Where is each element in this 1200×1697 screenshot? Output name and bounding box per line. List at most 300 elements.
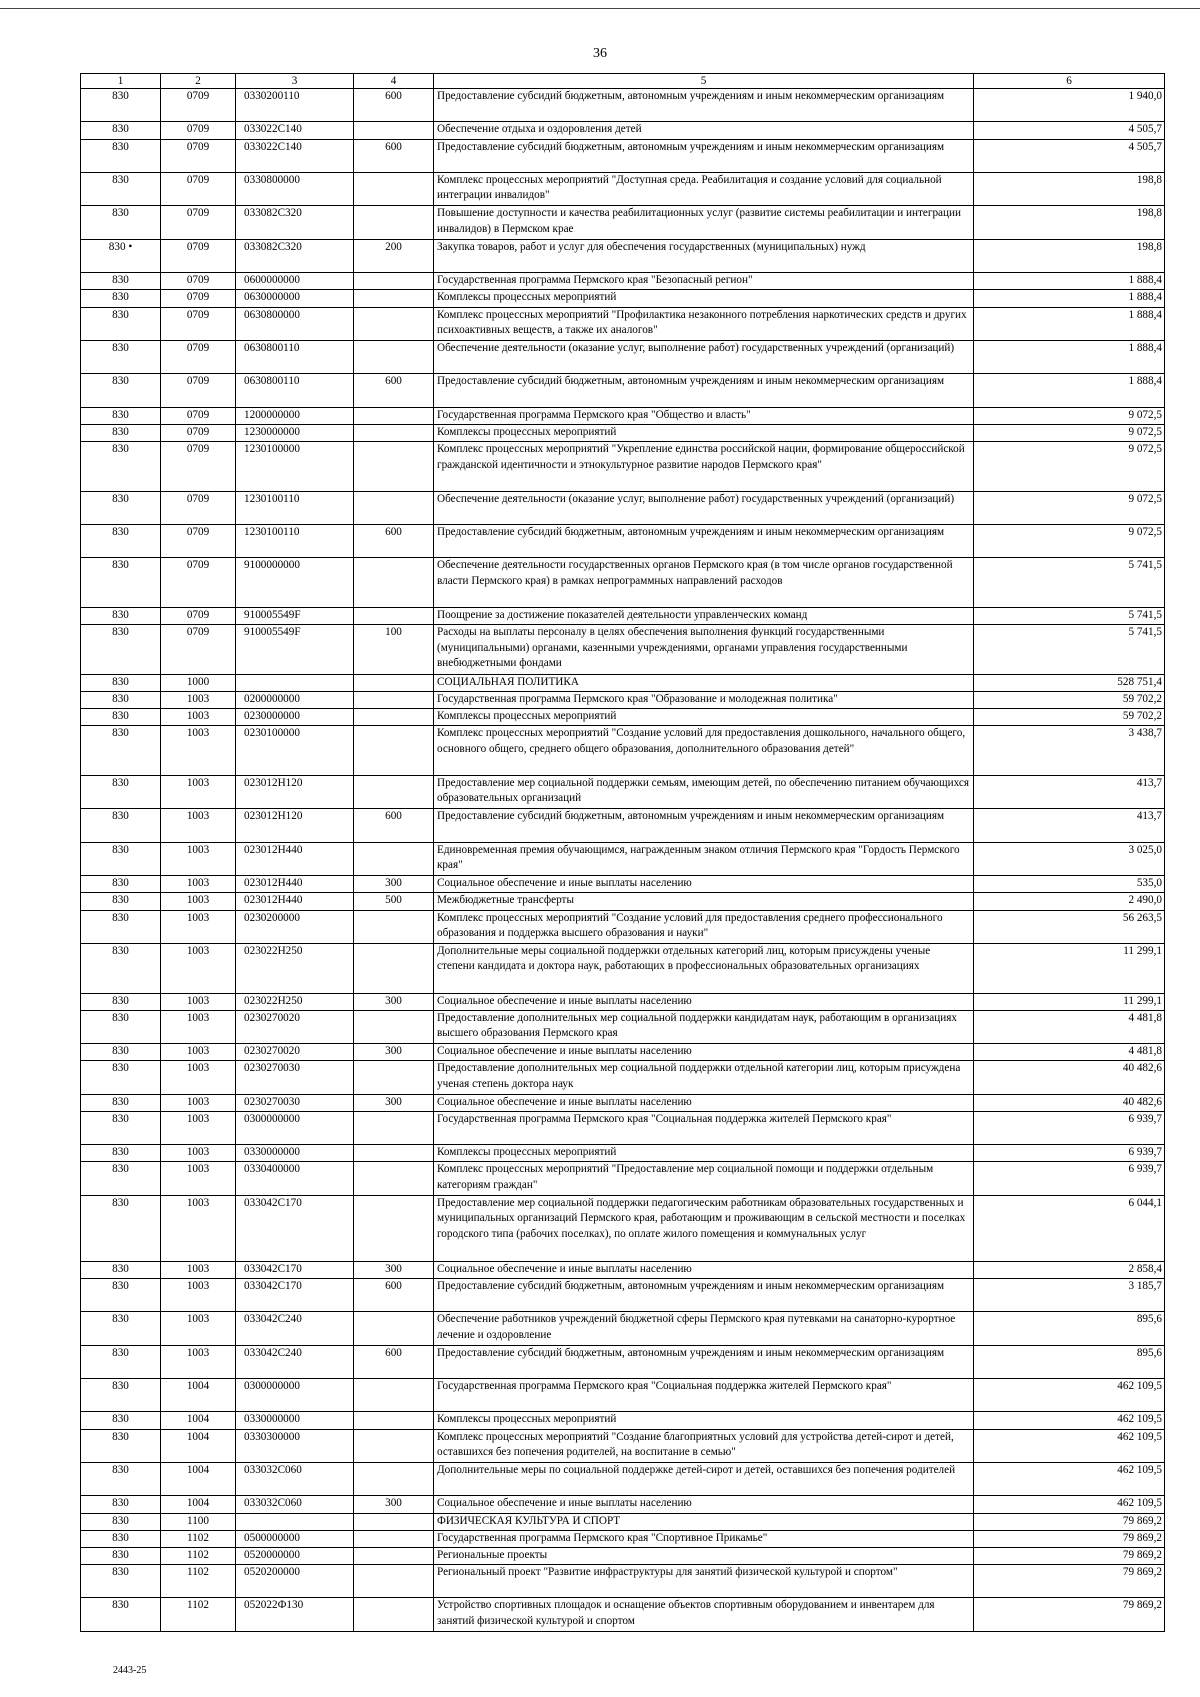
amount-cell: 462 109,5 [974,1462,1165,1495]
target-item-cell: 033032С060 [236,1496,354,1513]
item-name-cell: Закупка товаров, работ и услуг для обеспечения государственных (муниципальных) нужд [434,239,974,272]
table-row [81,809,1165,842]
section-code-cell: 1003 [161,1312,236,1345]
target-item-cell: 0630800110 [236,340,354,373]
table-row [81,625,1165,675]
item-name-cell: Комплексы процессных мероприятий [434,1412,974,1429]
amount-cell: 9 072,5 [974,407,1165,424]
ministry-code-cell: 830 [81,1094,161,1111]
column-header: 5 [434,74,974,89]
amount-cell: 6 044,1 [974,1195,1165,1261]
section-code-cell: 1003 [161,775,236,808]
table-row [81,1278,1165,1311]
section-code-cell: 0709 [161,340,236,373]
section-code-cell: 1100 [161,1513,236,1530]
target-item-cell: 9100000000 [236,558,354,608]
section-code-cell: 1000 [161,674,236,691]
amount-cell: 6 939,7 [974,1145,1165,1162]
ministry-code-cell: 830 [81,1598,161,1631]
target-item-cell: 033082С320 [236,239,354,272]
table-row [81,273,1165,290]
table-row [81,1412,1165,1429]
expense-type-cell: 600 [354,1278,434,1311]
table-row [81,1598,1165,1631]
amount-cell: 59 702,2 [974,709,1165,726]
table-row [81,910,1165,943]
expense-type-cell [354,491,434,524]
expense-type-cell: 300 [354,1094,434,1111]
target-item-cell: 0330300000 [236,1429,354,1462]
budget-table [80,73,1165,1632]
amount-cell: 59 702,2 [974,692,1165,709]
target-item-cell: 0200000000 [236,692,354,709]
target-item-cell: 033042С240 [236,1312,354,1345]
item-name-cell: Государственная программа Пермского края "Безопасный регион" [434,273,974,290]
expense-type-cell [354,424,434,441]
item-name-cell: Региональный проект "Развитие инфраструктуры для занятий физической культурой и спортом" [434,1565,974,1598]
section-code-cell: 1003 [161,1044,236,1061]
amount-cell: 9 072,5 [974,424,1165,441]
ministry-code-cell: 830 [81,1530,161,1547]
target-item-cell: 033032С060 [236,1462,354,1495]
target-item-cell: 033082С320 [236,206,354,239]
expense-type-cell [354,307,434,340]
ministry-code-cell: 830 [81,340,161,373]
table-row [81,1111,1165,1144]
table-row [81,943,1165,993]
item-name-cell: Повышение доступности и качества реабилитационных услуг (развитие системы реабилитации и интеграции инвалидов) в Пермском крае [434,206,974,239]
section-code-cell: 1003 [161,1111,236,1144]
page-number: 36 [593,46,607,61]
expense-type-cell: 500 [354,893,434,910]
amount-cell: 462 109,5 [974,1429,1165,1462]
ministry-code-cell: 830 [81,1145,161,1162]
ministry-code-cell: 830 [81,1513,161,1530]
item-name-cell: Социальное обеспечение и иные выплаты населению [434,1044,974,1061]
expense-type-cell: 200 [354,239,434,272]
ministry-code-cell: 830 [81,1010,161,1043]
target-item-cell: 0630000000 [236,290,354,307]
target-item-cell: 0630800000 [236,307,354,340]
item-name-cell: Комплекс процессных мероприятий "Создание условий для предоставления среднего профессионального образования и поддержка высшего образования и науки" [434,910,974,943]
ministry-code-cell: 830 [81,692,161,709]
item-name-cell: Социальное обеспечение и иные выплаты населению [434,1496,974,1513]
table-row [81,89,1165,122]
ministry-code-cell: 830 [81,139,161,172]
section-code-cell: 1003 [161,809,236,842]
amount-cell: 895,6 [974,1345,1165,1378]
ministry-code-cell: 830 [81,625,161,675]
target-item-cell: 910005549F [236,625,354,675]
table-row [81,1010,1165,1043]
section-code-cell: 1004 [161,1429,236,1462]
item-name-cell: Дополнительные меры социальной поддержки отдельных категорий лиц, которым присуждены ученые степени кандидата и доктора наук, работающих в профессиональных образовательных организациях [434,943,974,993]
expense-type-cell [354,1513,434,1530]
section-code-cell: 1003 [161,1261,236,1278]
table-row [81,1565,1165,1598]
ministry-code-cell: 830 [81,1312,161,1345]
ministry-code-cell: 830 [81,910,161,943]
ministry-code-cell: 830 [81,608,161,625]
amount-cell: 4 505,7 [974,122,1165,139]
amount-cell: 56 263,5 [974,910,1165,943]
section-code-cell: 1004 [161,1496,236,1513]
amount-cell: 5 741,5 [974,558,1165,608]
section-code-cell: 1003 [161,943,236,993]
table-row [81,374,1165,407]
item-name-cell: Предоставление субсидий бюджетным, автономным учреждениям и иным некоммерческим организациям [434,809,974,842]
item-name-cell: Социальное обеспечение и иные выплаты населению [434,876,974,893]
expense-type-cell [354,726,434,776]
section-code-cell: 0709 [161,491,236,524]
ministry-code-cell: 830 [81,1547,161,1564]
amount-cell: 198,8 [974,239,1165,272]
section-code-cell: 1003 [161,910,236,943]
table-row [81,525,1165,558]
ministry-code-cell: 830 [81,1061,161,1094]
target-item-cell: 033042С170 [236,1195,354,1261]
section-code-cell: 0709 [161,239,236,272]
section-code-cell: 1003 [161,1195,236,1261]
item-name-cell: Предоставление субсидий бюджетным, автономным учреждениям и иным некоммерческим организациям [434,139,974,172]
item-name-cell: Комплекс процессных мероприятий "Доступная среда. Реабилитация и создание условий для социальной интеграции инвалидов" [434,172,974,205]
ministry-code-cell: 830 [81,726,161,776]
amount-cell: 3 185,7 [974,1278,1165,1311]
target-item-cell: 910005549F [236,608,354,625]
section-code-cell: 0709 [161,407,236,424]
item-name-cell: Предоставление субсидий бюджетным, автономным учреждениям и иным некоммерческим организациям [434,374,974,407]
ministry-code-cell: 830 [81,407,161,424]
expense-type-cell [354,775,434,808]
table-row [81,1061,1165,1094]
target-item-cell: 0230270020 [236,1010,354,1043]
expense-type-cell [354,172,434,205]
section-code-cell: 0709 [161,374,236,407]
expense-type-cell [354,608,434,625]
ministry-code-cell: 830 [81,1565,161,1598]
target-item-cell: 0300000000 [236,1378,354,1411]
table-row [81,307,1165,340]
expense-type-cell: 300 [354,1044,434,1061]
ministry-code-cell: 830 [81,943,161,993]
ministry-code-cell: 830 [81,809,161,842]
section-code-cell: 1003 [161,1010,236,1043]
expense-type-cell: 300 [354,1496,434,1513]
table-row [81,726,1165,776]
table-row [81,1094,1165,1111]
column-header: 6 [974,74,1165,89]
expense-type-cell [354,206,434,239]
amount-cell: 6 939,7 [974,1111,1165,1144]
amount-cell: 1 888,4 [974,273,1165,290]
amount-cell: 9 072,5 [974,525,1165,558]
target-item-cell: 1230100110 [236,491,354,524]
table-row [81,608,1165,625]
target-item-cell: 0520200000 [236,1565,354,1598]
table-row [81,1429,1165,1462]
table-row [81,558,1165,608]
table-row [81,1547,1165,1564]
target-item-cell: 0330800000 [236,172,354,205]
target-item-cell [236,674,354,691]
table-row [81,1345,1165,1378]
item-name-cell: Комплексы процессных мероприятий [434,709,974,726]
expense-type-cell [354,1162,434,1195]
item-name-cell: Единовременная премия обучающимся, награжденным знаком отличия Пермского края "Гордость Пермского края" [434,842,974,875]
target-item-cell: 1230000000 [236,424,354,441]
section-code-cell: 1003 [161,709,236,726]
expense-type-cell [354,910,434,943]
section-code-cell: 1004 [161,1412,236,1429]
item-name-cell: Предоставление дополнительных мер социальной поддержки отдельной категории лиц, которым присуждена ученая степень доктора наук [434,1061,974,1094]
table-row [81,139,1165,172]
expense-type-cell [354,1412,434,1429]
section-code-cell: 1003 [161,842,236,875]
expense-type-cell [354,674,434,691]
expense-type-cell [354,1429,434,1462]
item-name-cell: Предоставление мер социальной поддержки семьям, имеющим детей, по обеспечению питанием обучающихся образовательных организаций [434,775,974,808]
expense-type-cell: 600 [354,1345,434,1378]
target-item-cell: 0230270020 [236,1044,354,1061]
amount-cell: 5 741,5 [974,625,1165,675]
expense-type-cell [354,558,434,608]
section-code-cell: 1003 [161,726,236,776]
expense-type-cell: 600 [354,809,434,842]
expense-type-cell [354,340,434,373]
table-row [81,1530,1165,1547]
amount-cell: 462 109,5 [974,1412,1165,1429]
ministry-code-cell: 830 [81,558,161,608]
ministry-code-cell: 830 [81,1412,161,1429]
item-name-cell: Устройство спортивных площадок и оснащение объектов спортивным оборудованием и инвентарем для занятий физической культурой и спортом [434,1598,974,1631]
amount-cell: 1 888,4 [974,340,1165,373]
amount-cell: 11 299,1 [974,993,1165,1010]
table-row [81,1162,1165,1195]
expense-type-cell [354,692,434,709]
item-name-cell: Комплекс процессных мероприятий "Создание благоприятных условий для устройства детей-сирот и детей, оставшихся без попечения родителей, на воспитание в семью" [434,1429,974,1462]
table-row [81,1462,1165,1495]
table-row [81,876,1165,893]
section-code-cell: 1102 [161,1565,236,1598]
table-row [81,239,1165,272]
item-name-cell: Предоставление мер социальной поддержки педагогическим работникам образовательных государственных и муниципальных организаций Пермского края, работающим и проживающим в сельской местности и поселках городского типа (рабочих поселках), по оплате жилого помещения и коммунальных услуг [434,1195,974,1261]
item-name-cell: Межбюджетные трансферты [434,893,974,910]
amount-cell: 79 869,2 [974,1598,1165,1631]
table-row [81,290,1165,307]
expense-type-cell [354,290,434,307]
table-row [81,1513,1165,1530]
item-name-cell: Предоставление субсидий бюджетным, автономным учреждениям и иным некоммерческим организациям [434,1278,974,1311]
ministry-code-cell: 830 [81,525,161,558]
item-name-cell: Государственная программа Пермского края "Социальная поддержка жителей Пермского края" [434,1111,974,1144]
column-header: 4 [354,74,434,89]
ministry-code-cell: 830 [81,172,161,205]
expense-type-cell: 600 [354,525,434,558]
section-code-cell: 1003 [161,1094,236,1111]
ministry-code-cell: 830 [81,424,161,441]
section-code-cell: 1102 [161,1598,236,1631]
column-header: 3 [236,74,354,89]
column-header: 1 [81,74,161,89]
table-row [81,442,1165,492]
item-name-cell: Комплексы процессных мероприятий [434,1145,974,1162]
target-item-cell: 023012Н440 [236,842,354,875]
section-code-cell: 0709 [161,139,236,172]
target-item-cell: 023022Н250 [236,943,354,993]
item-name-cell: Государственная программа Пермского края "Социальная поддержка жителей Пермского края" [434,1378,974,1411]
ministry-code-cell: 830 [81,1278,161,1311]
ministry-code-cell: 830 [81,1162,161,1195]
scan-edge-line [0,8,1200,9]
expense-type-cell: 600 [354,374,434,407]
expense-type-cell [354,943,434,993]
item-name-cell: Государственная программа Пермского края "Общество и власть" [434,407,974,424]
section-code-cell: 1003 [161,1145,236,1162]
item-name-cell: Комплексы процессных мероприятий [434,424,974,441]
expense-type-cell [354,709,434,726]
target-item-cell: 0230270030 [236,1061,354,1094]
table-row [81,1312,1165,1345]
table-row [81,424,1165,441]
table-row [81,842,1165,875]
target-item-cell: 0230100000 [236,726,354,776]
expense-type-cell [354,1378,434,1411]
amount-cell: 79 869,2 [974,1547,1165,1564]
table-row [81,1496,1165,1513]
ministry-code-cell: 830 • [81,239,161,272]
target-item-cell: 0230200000 [236,910,354,943]
section-code-cell: 0709 [161,172,236,205]
target-item-cell: 033042С170 [236,1278,354,1311]
target-item-cell: 0500000000 [236,1530,354,1547]
expense-type-cell: 600 [354,89,434,122]
amount-cell: 4 481,8 [974,1010,1165,1043]
expense-type-cell: 100 [354,625,434,675]
expense-type-cell [354,1010,434,1043]
expense-type-cell [354,1145,434,1162]
section-code-cell: 1003 [161,692,236,709]
ministry-code-cell: 830 [81,842,161,875]
amount-cell: 11 299,1 [974,943,1165,993]
ministry-code-cell: 830 [81,491,161,524]
ministry-code-cell: 830 [81,1195,161,1261]
item-name-cell: Обеспечение деятельности государственных органов Пермского края (в том числе органов государственной власти Пермского края) в рамках непрограммных направлений расходов [434,558,974,608]
ministry-code-cell: 830 [81,89,161,122]
expense-type-cell [354,273,434,290]
amount-cell: 1 940,0 [974,89,1165,122]
amount-cell: 40 482,6 [974,1094,1165,1111]
section-code-cell: 0709 [161,206,236,239]
ministry-code-cell: 830 [81,273,161,290]
section-code-cell: 0709 [161,122,236,139]
amount-cell: 4 481,8 [974,1044,1165,1061]
ministry-code-cell: 830 [81,993,161,1010]
column-number-row [81,74,1165,89]
amount-cell: 2 858,4 [974,1261,1165,1278]
expense-type-cell [354,1530,434,1547]
target-item-cell: 1230100000 [236,442,354,492]
section-code-cell: 1003 [161,876,236,893]
item-name-cell: Предоставление субсидий бюджетным, автономным учреждениям и иным некоммерческим организациям [434,89,974,122]
section-code-cell: 0709 [161,424,236,441]
amount-cell: 79 869,2 [974,1530,1165,1547]
section-code-cell: 0709 [161,273,236,290]
item-name-cell: ФИЗИЧЕСКАЯ КУЛЬТУРА И СПОРТ [434,1513,974,1530]
section-code-cell: 1003 [161,1162,236,1195]
amount-cell: 3 025,0 [974,842,1165,875]
amount-cell: 79 869,2 [974,1565,1165,1598]
expense-type-cell: 600 [354,139,434,172]
expense-type-cell [354,842,434,875]
amount-cell: 198,8 [974,172,1165,205]
target-item-cell: 033022С140 [236,139,354,172]
section-code-cell: 1003 [161,1345,236,1378]
table-row [81,340,1165,373]
ministry-code-cell: 830 [81,290,161,307]
ministry-code-cell: 830 [81,1044,161,1061]
item-name-cell: Дополнительные меры по социальной поддержке детей-сирот и детей, оставшихся без попечения родителей [434,1462,974,1495]
item-name-cell: Предоставление дополнительных мер социальной поддержки кандидатам наук, работающим в организациях высшего образования Пермского края [434,1010,974,1043]
expense-type-cell: 300 [354,993,434,1010]
target-item-cell: 0230270030 [236,1094,354,1111]
target-item-cell: 023012Н120 [236,809,354,842]
amount-cell: 5 741,5 [974,608,1165,625]
ministry-code-cell: 830 [81,374,161,407]
amount-cell: 40 482,6 [974,1061,1165,1094]
section-code-cell: 1003 [161,1061,236,1094]
table-row [81,1145,1165,1162]
amount-cell: 2 490,0 [974,893,1165,910]
expense-type-cell [354,1462,434,1495]
expense-type-cell [354,122,434,139]
target-item-cell: 0330400000 [236,1162,354,1195]
ministry-code-cell: 830 [81,674,161,691]
table-row [81,775,1165,808]
amount-cell: 462 109,5 [974,1378,1165,1411]
target-item-cell: 023012Н120 [236,775,354,808]
section-code-cell: 0709 [161,307,236,340]
ministry-code-cell: 830 [81,1261,161,1278]
section-code-cell: 1004 [161,1378,236,1411]
target-item-cell: 023022Н250 [236,993,354,1010]
ministry-code-cell: 830 [81,876,161,893]
table-row [81,709,1165,726]
expense-type-cell [354,1111,434,1144]
table-row [81,993,1165,1010]
item-name-cell: Социальное обеспечение и иные выплаты населению [434,993,974,1010]
amount-cell: 1 888,4 [974,290,1165,307]
section-code-cell: 0709 [161,625,236,675]
item-name-cell: Расходы на выплаты персоналу в целях обеспечения выполнения функций государственными (муниципальными) органами, казенными учреждениями, органами управления государственными внебюджетными фондами [434,625,974,675]
item-name-cell: Обеспечение деятельности (оказание услуг, выполнение работ) государственных учреждений (организаций) [434,340,974,373]
amount-cell: 3 438,7 [974,726,1165,776]
ministry-code-cell: 830 [81,709,161,726]
expense-type-cell [354,1312,434,1345]
ministry-code-cell: 830 [81,206,161,239]
table-body [81,89,1165,1632]
amount-cell: 528 751,4 [974,674,1165,691]
table-row [81,172,1165,205]
section-code-cell: 1004 [161,1462,236,1495]
item-name-cell: Комплекс процессных мероприятий "Предоставление мер социальной помощи и поддержки отдельным категориям граждан" [434,1162,974,1195]
table-row [81,1195,1165,1261]
target-item-cell [236,1513,354,1530]
target-item-cell: 033022С140 [236,122,354,139]
table-row [81,1044,1165,1061]
item-name-cell: Обеспечение деятельности (оказание услуг, выполнение работ) государственных учреждений (организаций) [434,491,974,524]
table-row [81,206,1165,239]
item-name-cell: Поощрение за достижение показателей деятельности управленческих команд [434,608,974,625]
